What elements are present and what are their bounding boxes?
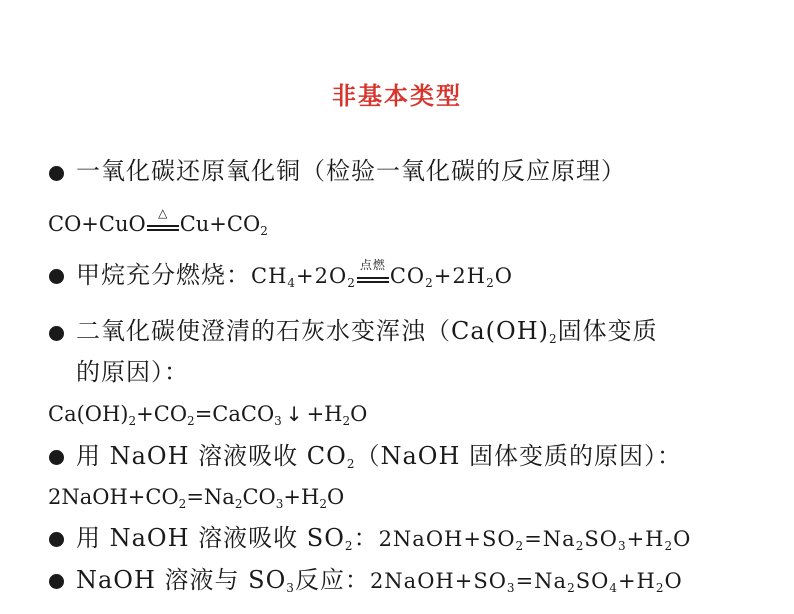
- item-text: 二氧化碳使澄清的石灰水变浑浊（$Ca(OH)_2$固体变质: [76, 317, 658, 346]
- ignite-condition-arrow: 点燃: [356, 266, 390, 284]
- item-text: 一氧化碳还原氧化铜（检验一氧化碳的反应原理）: [76, 157, 626, 185]
- bullet-icon: [49, 166, 64, 181]
- item-text: 用 NaOH 溶液吸收 $CO_2(NaOH$ 固体变质的原因）：: [76, 442, 683, 471]
- equation: $Ca(OH)_2+CO_2=CaCO_3$ ↓ $+H_2O$: [48, 402, 368, 428]
- bullet-icon: [49, 326, 64, 341]
- bullet-icon: [49, 574, 64, 589]
- item-text: 甲烷充分燃烧：$CH_4+2O_2$ 点燃 $CO_2+2H_2O$: [76, 258, 513, 290]
- bullet-icon: [49, 532, 64, 547]
- item-text: 用 NaOH 溶液吸收 $SO_2$：$2NaOH+SO_2=Na_2SO_3+H_2O$: [76, 524, 692, 553]
- equation: $2NaOH+CO_2=Na_2CO_3+H_2O$: [48, 485, 345, 511]
- precipitate-arrow-icon: ↓: [285, 402, 303, 426]
- item-text: NaOH 溶液与 $SO_3$反应：$2NaOH+SO_3=Na_2SO_4+H_2O$: [76, 566, 683, 595]
- page-title: 非基本类型: [332, 82, 462, 110]
- equation: CO+CuO △ $Cu+CO_2$: [48, 206, 268, 238]
- heat-condition-arrow: △: [146, 214, 180, 232]
- bullet-icon: [49, 450, 64, 465]
- bullet-icon: [49, 269, 64, 284]
- item-text: 的原因）：: [76, 358, 189, 386]
